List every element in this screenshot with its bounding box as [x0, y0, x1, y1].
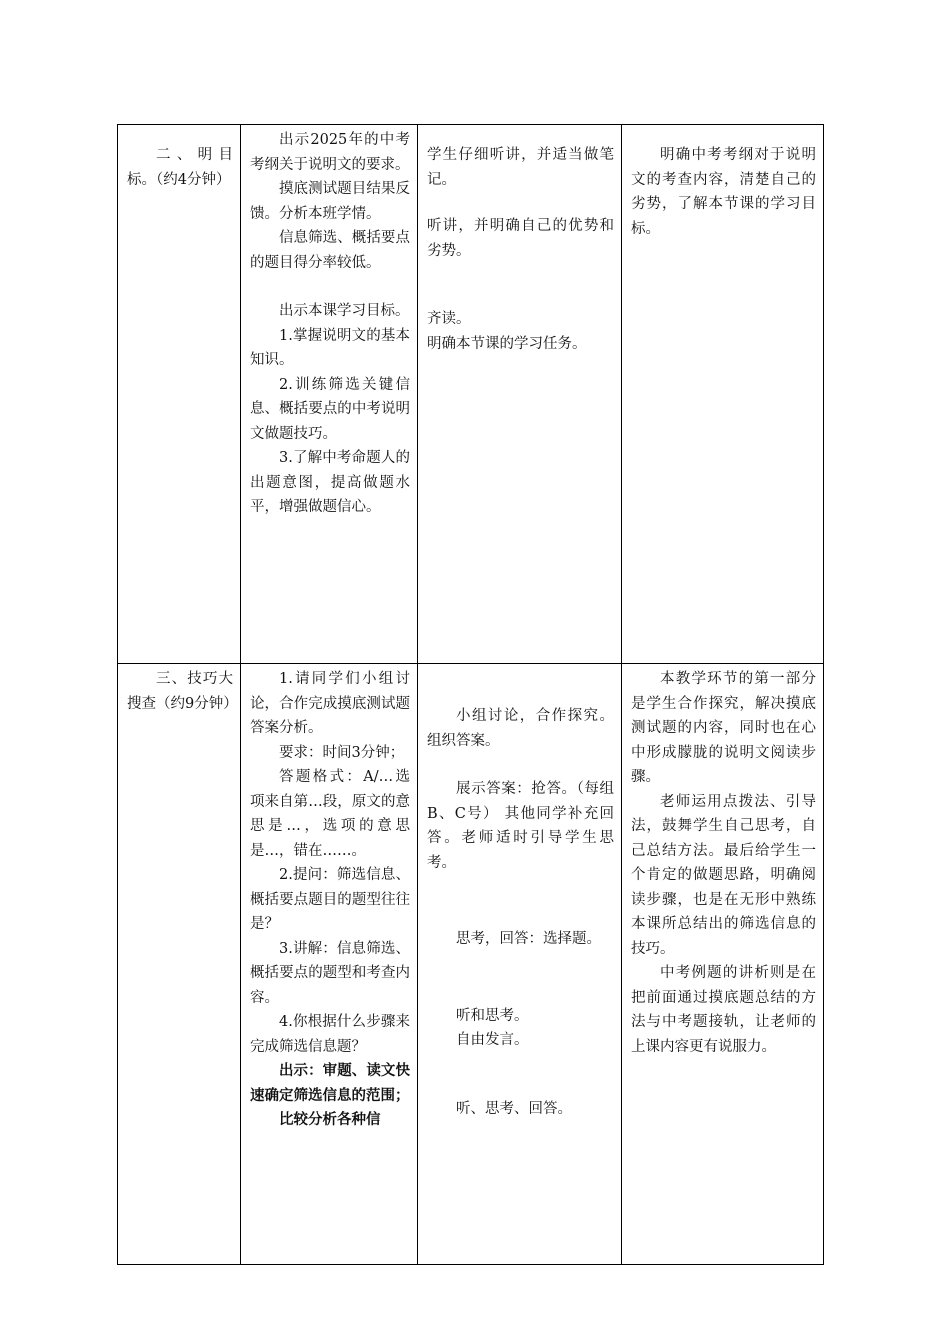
- student-activity-cell: [418, 125, 622, 664]
- teacher-text: 3.讲解：信息筛选、概括要点的题型和考查内容。: [250, 940, 410, 1006]
- student-text: 齐读。: [427, 311, 471, 327]
- table-row: [118, 125, 824, 664]
- teacher-text: 4.你根据什么步骤来完成筛选信息题？: [250, 1014, 410, 1055]
- teacher-text: 2.提问：筛选信息、概括要点题目的题型往往是？: [250, 867, 410, 932]
- design-intent-cell: [622, 125, 824, 664]
- teacher-text: 出示：审题、读文快速确定筛选信息的范围；: [250, 1062, 410, 1104]
- student-text: 学生仔细听讲，并适当做笔记。: [427, 147, 614, 188]
- stage-cell: [118, 125, 241, 664]
- teacher-text: 1.请同学们小组讨论，合作完成摸底测试题答案分析。: [250, 671, 410, 736]
- intent-text: 本教学环节的第一部分是学生合作探究，解决摸底测试题的内容，同时也在心中形成朦胧的说明文阅读步骤。: [631, 671, 816, 785]
- teacher-text: 3.了解中考命题人的出题意图，提高做题水平，增强做题信心。: [250, 450, 410, 515]
- teacher-text: 答题格式：A/…选项来自第…段，原文的意思是…，选项的意思是…，错在……。: [250, 769, 410, 859]
- student-text: 听和思考。: [456, 1007, 529, 1024]
- student-activity-cell: [418, 664, 622, 1265]
- intent-text: 明确中考考纲对于说明文的考查内容，清楚自己的劣势，了解本节课的学习目标。: [631, 147, 816, 237]
- student-text: 明确本节课的学习任务。: [427, 335, 587, 352]
- teacher-activity-cell: [241, 664, 418, 1265]
- student-text: 自由发言。: [456, 1032, 529, 1048]
- stage-label: 三、技巧大搜查（约9分钟）: [127, 671, 238, 712]
- teacher-text: 2.训练筛选关键信息、概括要点的中考说明文做题技巧。: [250, 376, 410, 442]
- intent-text: 中考例题的讲析则是在把前面通过摸底题总结的方法与中考题接轨，让老师的上课内容更有说服力。: [631, 965, 816, 1055]
- teacher-text: 出示本课学习目标。: [279, 303, 410, 319]
- table-row: [118, 664, 824, 1265]
- stage-cell: [118, 664, 241, 1265]
- teacher-text: 1.掌握说明文的基本知识。: [250, 327, 410, 368]
- student-text: 听讲，并明确自己的优势和劣势。: [427, 218, 614, 259]
- student-text: 思考，回答：选择题。: [456, 931, 601, 947]
- teacher-text: 比较分析各种信: [279, 1111, 381, 1128]
- student-text: 展示答案：抢答。（每组B、C号） 其他同学补充回答。老师适时引导学生思考。: [427, 781, 614, 871]
- teacher-text: 出示2025年的中考考纲关于说明文的要求。: [250, 132, 410, 173]
- teacher-activity-cell: [241, 125, 418, 664]
- student-text: 听、思考、回答。: [456, 1100, 572, 1117]
- teacher-text: 摸底测试题目结果反馈。分析本班学情。: [250, 181, 410, 222]
- teacher-text: 要求：时间3分钟；: [279, 744, 405, 761]
- teacher-text: 信息筛选、概括要点的题目得分率较低。: [250, 230, 410, 271]
- stage-label: 二、明目标。（约4分钟）: [127, 147, 233, 188]
- student-text: 小组讨论，合作探究。组织答案。: [427, 708, 614, 749]
- lesson-plan-table: [117, 124, 824, 1265]
- intent-text: 老师运用点拨法、引导法，鼓舞学生自己思考，自己总结方法。最后给学生一个肯定的做题思路，明确阅读步骤，也是在无形中熟练本课所总结出的筛选信息的技巧。: [631, 793, 816, 957]
- design-intent-cell: [622, 664, 824, 1265]
